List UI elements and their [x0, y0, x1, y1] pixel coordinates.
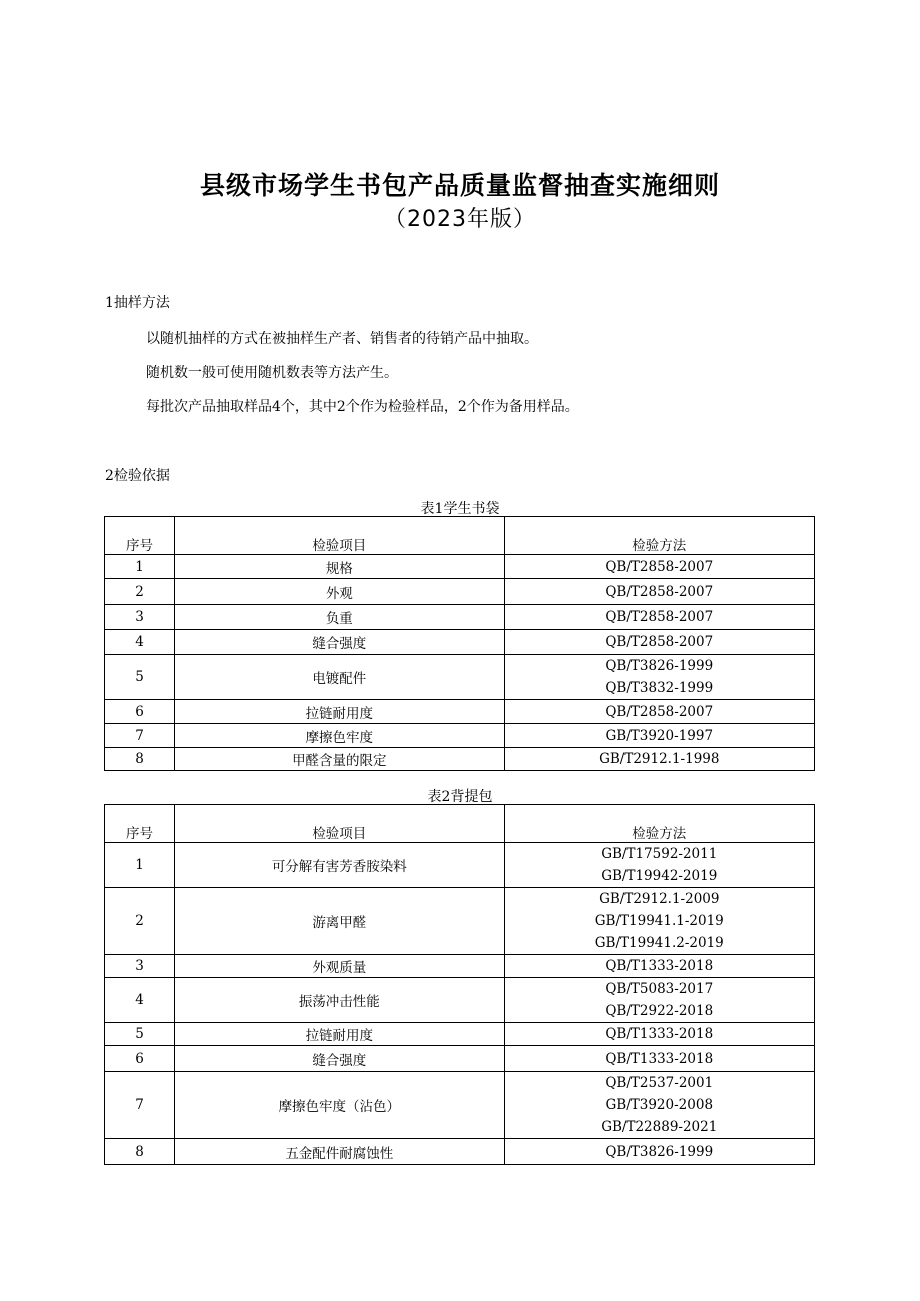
header-method: 检验方法 [504, 805, 814, 843]
inspection-item: 五金配件耐腐蚀性 [175, 1139, 504, 1165]
header-item: 检验项目 [175, 517, 504, 555]
standard-code: GB/T3920-1997 [605, 727, 714, 744]
standard-code: GB/T22889-2021 [601, 1119, 718, 1135]
inspection-method [504, 978, 814, 1023]
standard-code: QB/T1333-2018 [605, 1050, 714, 1067]
inspection-method [504, 843, 814, 888]
row-number: 4 [105, 978, 175, 1023]
inspection-method [504, 888, 814, 955]
table-row [105, 555, 815, 579]
row-number: 5 [105, 655, 175, 700]
inspection-item: 摩擦色牢度 [175, 724, 504, 748]
standard-code: GB/T17592-2011 [601, 846, 718, 862]
header-method: 检验方法 [504, 517, 814, 555]
inspection-item: 摩擦色牢度（沾色） [175, 1072, 504, 1139]
section-1-paragraph: 每批次产品抽取样品4个，其中2个作为检验样品，2个作为备用样品。 [146, 399, 579, 415]
inspection-item: 缝合强度 [175, 630, 504, 655]
inspection-method [504, 1139, 814, 1165]
row-number: 8 [105, 748, 175, 771]
header-no: 序号 [105, 517, 175, 555]
inspection-method [504, 1023, 814, 1046]
inspection-method [504, 724, 814, 748]
row-number: 6 [105, 700, 175, 724]
standard-code: QB/T1333-2018 [605, 958, 714, 974]
table-1-body [105, 555, 815, 771]
inspection-item: 负重 [175, 605, 504, 630]
table-header-row [105, 517, 815, 555]
section-2-heading: 2检验依据 [105, 468, 170, 484]
table-row [105, 843, 815, 888]
inspection-item: 电镀配件 [175, 655, 504, 700]
standard-code: QB/T2922-2018 [605, 1003, 714, 1019]
row-number: 7 [105, 724, 175, 748]
section-1-heading: 1抽样方法 [105, 295, 170, 311]
inspection-item: 甲醛含量的限定 [175, 748, 504, 771]
row-number: 8 [105, 1139, 175, 1165]
table-row [105, 1139, 815, 1165]
table-row [105, 724, 815, 748]
table-row [105, 579, 815, 605]
inspection-item: 拉链耐用度 [175, 700, 504, 724]
inspection-item: 缝合强度 [175, 1046, 504, 1072]
row-number: 2 [105, 579, 175, 605]
standard-code: QB/T2858-2007 [605, 558, 714, 575]
inspection-item: 振荡冲击性能 [175, 978, 504, 1023]
standard-code: GB/T19942-2019 [601, 868, 718, 884]
table-row [105, 1072, 815, 1139]
standard-code: GB/T19941.2-2019 [594, 935, 724, 951]
standard-code: GB/T3920-2008 [605, 1097, 714, 1113]
standard-code: QB/T3826-1999 [605, 658, 714, 674]
inspection-method [504, 1072, 814, 1139]
document-title: 县级市场学生书包产品质量监督抽查实施细则 [199, 171, 720, 200]
table-row [105, 748, 815, 771]
inspection-method [504, 748, 814, 771]
section-1-paragraph: 随机数一般可使用随机数表等方法产生。 [146, 365, 398, 381]
table-header-row [105, 805, 815, 843]
inspection-method [504, 605, 814, 630]
table-2-body [105, 843, 815, 1165]
row-number: 4 [105, 630, 175, 655]
inspection-item: 外观质量 [175, 955, 504, 978]
table-1 [104, 516, 815, 771]
inspection-method [504, 700, 814, 724]
row-number: 1 [105, 555, 175, 579]
inspection-method [504, 630, 814, 655]
standard-code: GB/T2912.1-2009 [599, 891, 720, 907]
document-subtitle: （2023年版） [384, 207, 536, 232]
inspection-item: 外观 [175, 579, 504, 605]
table-row [105, 630, 815, 655]
row-number: 1 [105, 843, 175, 888]
inspection-item: 可分解有害芳香胺染料 [175, 843, 504, 888]
table-2 [104, 804, 815, 1165]
standard-code: QB/T2537-2001 [605, 1075, 714, 1091]
inspection-item: 拉链耐用度 [175, 1023, 504, 1046]
table-row [105, 1046, 815, 1072]
standard-code: QB/T2858-2007 [605, 634, 714, 650]
row-number: 2 [105, 888, 175, 955]
table-row [105, 978, 815, 1023]
table-row [105, 1023, 815, 1046]
standard-code: QB/T2858-2007 [605, 583, 714, 600]
standard-code: GB/T19941.1-2019 [594, 913, 724, 929]
standard-code: GB/T2912.1-1998 [599, 751, 720, 767]
table-row [105, 655, 815, 700]
table-row [105, 888, 815, 955]
standard-code: QB/T5083-2017 [605, 981, 714, 997]
row-number: 3 [105, 955, 175, 978]
standard-code: QB/T3826-1999 [605, 1143, 714, 1160]
row-number: 6 [105, 1046, 175, 1072]
inspection-method [504, 1046, 814, 1072]
header-item: 检验项目 [175, 805, 504, 843]
table-2-caption: 表2背提包 [427, 789, 493, 805]
inspection-item: 规格 [175, 555, 504, 579]
table-row [105, 700, 815, 724]
standard-code: QB/T3832-1999 [605, 680, 714, 696]
table-1-caption: 表1学生书袋 [420, 501, 500, 517]
inspection-method [504, 555, 814, 579]
section-1-paragraph: 以随机抽样的方式在被抽样生产者、销售者的待销产品中抽取。 [146, 331, 538, 347]
standard-code: QB/T2858-2007 [605, 609, 714, 625]
header-no: 序号 [105, 805, 175, 843]
table-row [105, 955, 815, 978]
inspection-method [504, 579, 814, 605]
standard-code: QB/T2858-2007 [605, 703, 714, 720]
inspection-item: 游离甲醛 [175, 888, 504, 955]
table-row [105, 605, 815, 630]
row-number: 5 [105, 1023, 175, 1046]
row-number: 7 [105, 1072, 175, 1139]
standard-code: QB/T1333-2018 [605, 1026, 714, 1042]
inspection-method [504, 655, 814, 700]
row-number: 3 [105, 605, 175, 630]
inspection-method [504, 955, 814, 978]
